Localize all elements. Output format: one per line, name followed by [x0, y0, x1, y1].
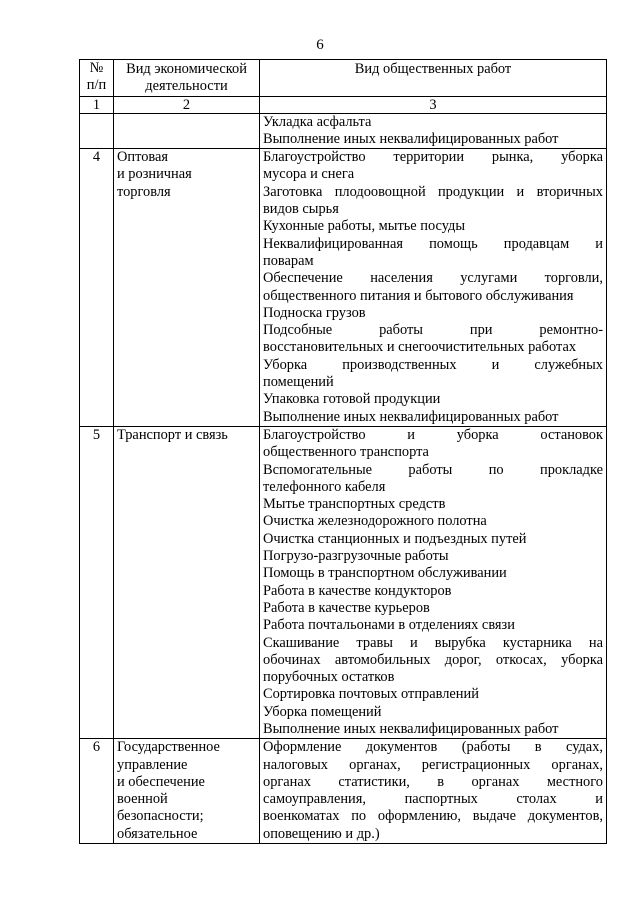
activity-line: военной [117, 791, 168, 808]
row-activity-cell [114, 426, 260, 738]
work-item-line: Подсобные работы при ремонтно- [263, 322, 603, 339]
work-item-line: Кухонные работы, мытье посуды [263, 218, 466, 235]
header-number-line: № [89, 60, 104, 76]
row-number-cell: 4 [80, 149, 114, 427]
work-item-line: военкоматах по оформлению, выдаче документов, [263, 808, 603, 825]
work-item-line: мусора и снега [263, 166, 355, 183]
header-works: Вид общественных работ [260, 60, 607, 97]
work-item-line: телефонного кабеля [263, 478, 386, 495]
work-item-line: Очистка станционных и подъездных путей [263, 530, 527, 547]
table-header-row [80, 60, 607, 97]
work-item-line: Выполнение иных неквалифицированных работ [263, 720, 559, 737]
table-row-5 [80, 426, 607, 738]
activity-line: и розничная [117, 166, 192, 183]
work-item-line: Работа в качестве курьеров [263, 599, 430, 616]
row-activity-cell [114, 149, 260, 427]
work-item-line: Очистка железнодорожного полотна [263, 513, 487, 530]
work-item-line: оповещению и др.) [263, 825, 380, 842]
work-item-line: Скашивание травы и вырубка кустарника на [263, 634, 603, 651]
work-item-line: Неквалифицированная помощь продавцам и [263, 235, 603, 252]
column-number: 3 [260, 96, 607, 113]
work-item-line: Работа почтальонами в отделениях связи [263, 617, 515, 634]
column-number: 1 [80, 96, 114, 113]
work-item-line: Мытье транспортных средств [263, 496, 446, 513]
row-works-cell [260, 426, 607, 738]
activity-line: обязательное [117, 825, 198, 842]
work-item-line: Обеспечение населения услугами торговли, [263, 270, 603, 287]
work-item-line: налоговых органах, регистрационных органах, [263, 756, 603, 773]
work-item-line: Подноска грузов [263, 304, 366, 321]
work-item-line: Работа в качестве кондукторов [263, 582, 452, 599]
row-activity-cell [114, 739, 260, 844]
work-item-line: Заготовка плодоовощной продукции и вторичных [263, 183, 603, 200]
row-number-cell: 6 [80, 739, 114, 844]
work-item: Укладка асфальта [263, 113, 372, 130]
work-item-line: порубочных остатков [263, 669, 395, 686]
activity-line: Оптовая [117, 149, 168, 166]
row-number-cell [80, 113, 114, 149]
row-activity-cell [114, 113, 260, 149]
work-item-line: восстановительных и снегоочистительных работах [263, 339, 577, 356]
table-row-4 [80, 149, 607, 427]
work-item-line: помещений [263, 374, 334, 391]
work-item-line: общественного питания и бытового обслуживания [263, 287, 574, 304]
work-item-line: Оформление документов (работы в судах, [263, 739, 603, 756]
header-number-line: п/п [86, 77, 107, 94]
work-item-line: обочинах автомобильных дорог, откосах, уборка [263, 651, 603, 668]
work-item-line: поварам [263, 252, 314, 269]
work-item-line: Погрузо-разгрузочные работы [263, 548, 449, 565]
work-item-line: самоуправления, паспортных столах и [263, 791, 603, 808]
header-activity: Вид экономической деятельности [114, 60, 260, 97]
activity-line: безопасности; [117, 808, 204, 825]
row-works-cell [260, 149, 607, 427]
work-item-line: Уборка помещений [263, 703, 382, 720]
activity-line: и обеспечение [117, 773, 205, 790]
column-number: 2 [114, 96, 260, 113]
page-number: 6 [316, 37, 324, 53]
header-number [80, 60, 114, 97]
row-works-cell [260, 739, 607, 844]
work-item: Выполнение иных неквалифицированных работ [263, 130, 559, 147]
activity-line: торговля [117, 183, 171, 200]
work-item-line: общественного транспорта [263, 444, 429, 461]
column-number-row [80, 96, 607, 113]
work-item-line: Упаковка готовой продукции [263, 391, 441, 408]
work-item-line: Вспомогательные работы по прокладке [263, 461, 603, 478]
public-works-table [79, 59, 607, 844]
work-item-line: Благоустройство территории рынка, уборка [263, 149, 603, 166]
work-item-line: Благоустройство и уборка остановок [263, 426, 603, 443]
work-item-line: Помощь в транспортном обслуживании [263, 565, 507, 582]
activity-line: Государственное [117, 739, 220, 756]
table-row-6 [80, 739, 607, 844]
work-item-line: Выполнение иных неквалифицированных работ [263, 408, 559, 425]
work-item-line: Сортировка почтовых отправлений [263, 686, 479, 703]
work-item-line: Уборка производственных и служебных [263, 356, 603, 373]
work-item-line: видов сырья [263, 201, 339, 218]
work-item-line: органах статистики, в органах местного [263, 773, 603, 790]
row-works-cell [260, 113, 607, 149]
row-number-cell: 5 [80, 426, 114, 738]
activity-line: Транспорт и связь [117, 426, 228, 443]
table-row-continuation [80, 113, 607, 149]
activity-line: управление [117, 756, 188, 773]
